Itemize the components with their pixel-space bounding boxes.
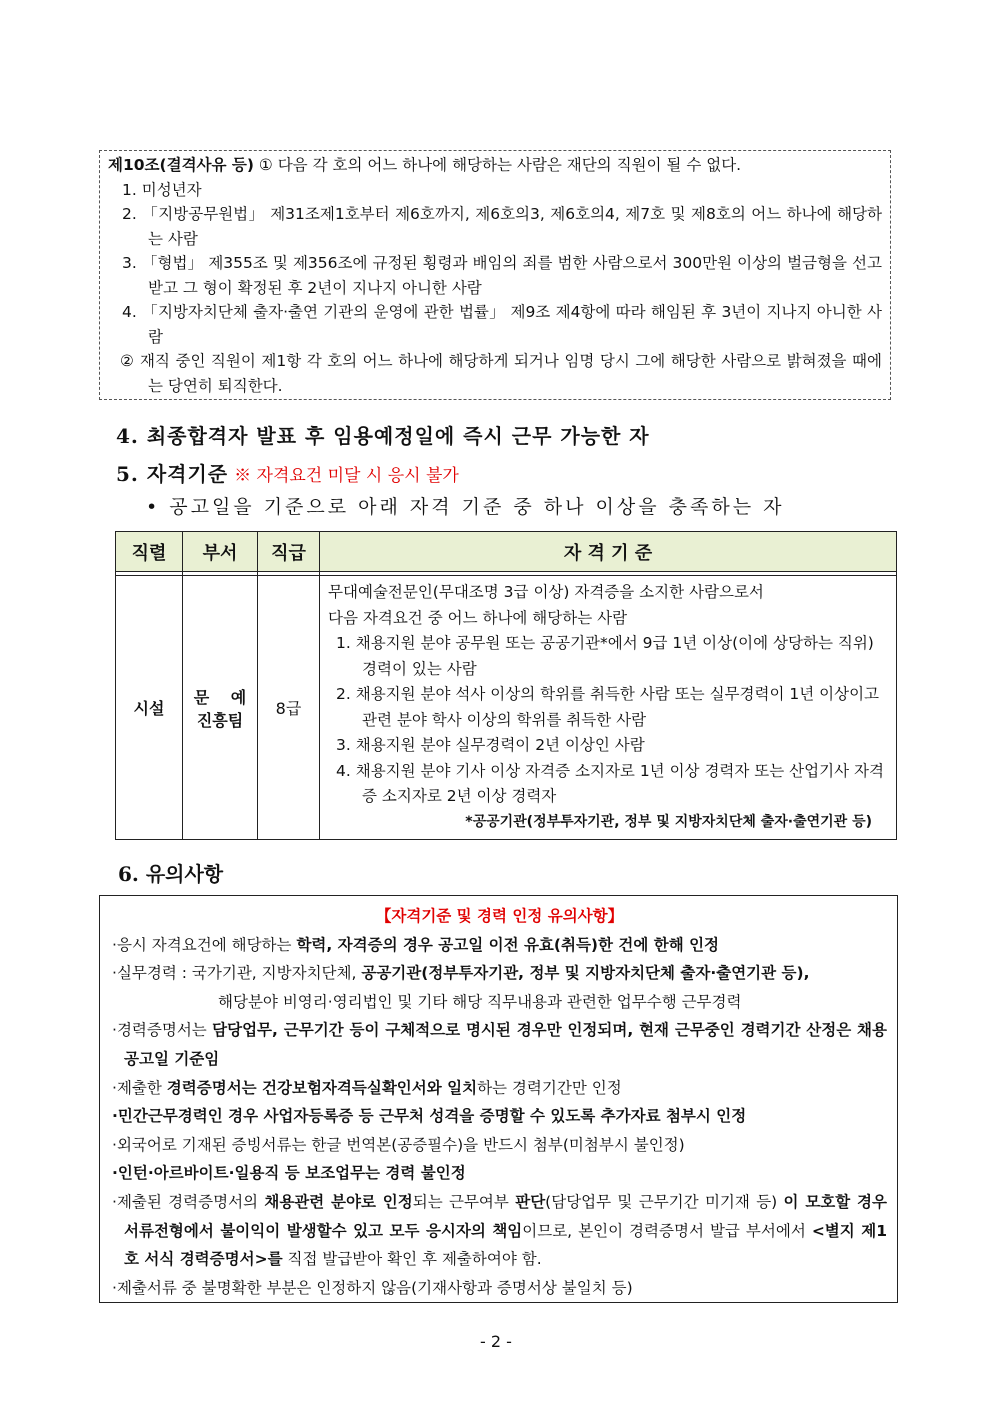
article10-intro xyxy=(108,153,882,178)
note-7-bold: 인턴·아르바이트·일용직 등 보조업무는 경력 불인정 xyxy=(117,1164,466,1183)
cell-dept-line2: 진흥팀 xyxy=(196,710,244,730)
note-8-bold-h: <별지 제1호 서식 경력증명서>를 xyxy=(124,1221,887,1269)
table-header-row xyxy=(116,532,897,572)
note-8-text-e: (담당업무 및 근무기간 미기재 등) xyxy=(545,1192,784,1211)
bullet-dot: · xyxy=(112,1278,117,1297)
bullet-dot: · xyxy=(112,1107,118,1126)
criteria-intro-1: 무대예술전문인(무대조명 3급 이상) 자격증을 소지한 사람으로서 xyxy=(328,583,764,601)
article10-box xyxy=(99,150,891,400)
note-8-bold-b: 채용관련 분야로 인정 xyxy=(264,1192,413,1211)
article10-para2: ② 재직 중인 직원이 제1항 각 호의 어느 하나에 해당하게 되거나 임명 당시 그에 해당한 사람으로 밝혀졌을 때에는 당연히 퇴직한다. xyxy=(120,352,882,395)
bullet-dot: · xyxy=(112,1078,117,1097)
note-item-2-continued: 해당분야 비영리·영리법인 및 기타 해당 직무내용과 관련한 업무수행 근무경력 xyxy=(218,992,742,1011)
note-4-text: 제출한 xyxy=(116,1078,167,1097)
table-row xyxy=(116,576,897,840)
bullet-dot: · xyxy=(112,1192,117,1211)
note-2-text: 실무경력 : 국가기관, 지방자치단체, xyxy=(116,964,362,983)
note-9-text: 제출서류 중 불명확한 부분은 인정하지 않음(기재사항과 증명서상 불일치 등) xyxy=(116,1278,633,1297)
note-8-text-c: 되는 근무여부 xyxy=(412,1192,516,1211)
note-3-text: 경력증명서는 xyxy=(116,1021,213,1040)
criteria-item-4: 4. 채용지원 분야 기사 이상 자격증 소지자로 1년 이상 경력자 또는 산업기사 자격증 소지자로 2년 이상 경력자 xyxy=(336,761,884,805)
note-item-9 xyxy=(112,1274,887,1303)
note-8-text-g: 이므로, 본인이 경력증명서 발급 부서에서 xyxy=(522,1221,812,1240)
cell-grade: 8급 xyxy=(258,576,320,840)
criteria-item-1: 1. 채용지원 분야 공무원 또는 공공기관*에서 9급 1년 이상(이에 상당하는 직위) 경력이 있는 사람 xyxy=(336,634,874,678)
bullet-dot: · xyxy=(112,1021,117,1040)
article10-heading: 제10조(결격사유 등) xyxy=(108,156,254,174)
note-3-bold: 담당업무, 근무기간 등이 구체적으로 명시된 경우만 인정되며, 현재 근무중인 경력기간 산정은 채용공고일 기준임 xyxy=(124,1021,887,1068)
note-item-1 xyxy=(112,931,887,960)
note-5-bold: 민간근무경력인 경우 사업자등록증 등 근무처 성격을 증명할 수 있도록 추가자료 첨부시 인정 xyxy=(117,1107,747,1126)
note-4-bold: 경력증명서는 건강보험자격득실확인서와 일치 xyxy=(166,1078,478,1097)
section4-title: 4. 최종합격자 발표 후 임용예정일에 즉시 근무 가능한 자 xyxy=(116,424,650,448)
note-item-6 xyxy=(112,1131,887,1160)
article10-item-1: 1. 미성년자 xyxy=(122,180,202,199)
note-item-4 xyxy=(112,1074,887,1103)
criteria-intro-2: 다음 자격요건 중 어느 하나에 해당하는 사람 xyxy=(328,608,628,627)
note-item-7 xyxy=(112,1159,887,1188)
note-item-5 xyxy=(112,1102,887,1131)
note-8-text-a: 제출된 경력증명서의 xyxy=(116,1192,265,1211)
page-number: - 2 - xyxy=(480,1332,512,1351)
header-criteria: 자 격 기 준 xyxy=(320,532,897,572)
bullet-dot: · xyxy=(112,935,117,954)
note-1-text: 응시 자격요건에 해당하는 xyxy=(116,935,297,954)
note-item-8 xyxy=(112,1188,887,1274)
cell-criteria xyxy=(320,576,897,840)
bullet-dot: · xyxy=(112,1135,117,1154)
section5-title-text: 5. 자격기준 xyxy=(116,462,229,486)
section5-bullet: • 공고일을 기준으로 아래 자격 기준 중 하나 이상을 충족하는 자 xyxy=(146,496,785,518)
article10-item-4: 4. 「지방자치단체 출자·출연 기관의 운영에 관한 법률」 제9조 제4항에 따라 해임된 후 3년이 지나지 아니한 사람 xyxy=(122,303,882,346)
header-grade: 직급 xyxy=(258,532,320,572)
criteria-note: *공공기관(정부투자기관, 정부 및 지방자치단체 출자·출연기관 등) xyxy=(465,813,872,830)
bullet-dot: · xyxy=(112,964,117,983)
note-8-bold-f: 이 모호할 경우 서류전형에서 불이익이 발생할수 있고 모두 응시자의 책임 xyxy=(124,1192,887,1240)
note-8-text-i: 직접 발급받아 확인 후 제출하여야 함. xyxy=(282,1250,542,1269)
note-item-2 xyxy=(112,959,887,988)
note-4-text-end: 하는 경력기간만 인정 xyxy=(477,1078,622,1097)
header-dept: 부서 xyxy=(183,532,258,572)
note-2-bold: 공공기관(정부투자기관, 정부 및 지방자치단체 출자·출연기관 등), xyxy=(361,964,810,983)
notes-box xyxy=(99,895,898,1303)
header-series: 직렬 xyxy=(116,532,183,572)
cell-series: 시설 xyxy=(116,576,183,840)
criteria-item-3: 3. 채용지원 분야 실무경력이 2년 이상인 사람 xyxy=(336,736,645,754)
note-8-bold-d: 판단 xyxy=(515,1192,546,1211)
article10-item-2: 2. 「지방공무원법」 제31조제1호부터 제6호까지, 제6호의3, 제6호의4, 제7호 및 제8호의 어느 하나에 해당하는 사람 xyxy=(122,205,882,248)
cell-dept-line1: 문 예 xyxy=(193,687,255,707)
note-item-3 xyxy=(112,1016,887,1073)
note-6-text: 외국어로 기재된 증빙서류는 한글 번역본(공증필수)을 반드시 첨부(미첨부시 불인정) xyxy=(116,1135,685,1154)
criteria-item-2: 2. 채용지원 분야 석사 이상의 학위를 취득한 사람 또는 실무경력이 1년 이상이고 관련 분야 학사 이상의 학위를 취득한 사람 xyxy=(336,685,880,729)
section6-title: 6. 유의사항 xyxy=(118,862,224,886)
article10-intro-text: ① 다음 각 호의 어느 하나에 해당하는 사람은 재단의 직원이 될 수 없다. xyxy=(253,156,742,174)
section5-title xyxy=(116,458,459,487)
note-1-bold: 학력, 자격증의 경우 공고일 이전 유효(취득)한 건에 한해 인정 xyxy=(296,935,720,954)
qualification-table xyxy=(115,531,897,840)
notes-box-title: 【자격기준 및 경력 인정 유의사항】 xyxy=(375,907,624,925)
article10-item-3: 3. 「형법」 제355조 및 제356조에 규정된 횡령과 배임의 죄를 범한 사람으로서 300만원 이상의 벌금형을 선고받고 그 형이 확정된 후 2년이 지나지 아니한 사람 xyxy=(122,254,882,297)
section5-warning: ※ 자격요건 미달 시 응시 불가 xyxy=(234,466,459,486)
cell-dept xyxy=(183,576,258,840)
bullet-dot: · xyxy=(112,1164,118,1183)
